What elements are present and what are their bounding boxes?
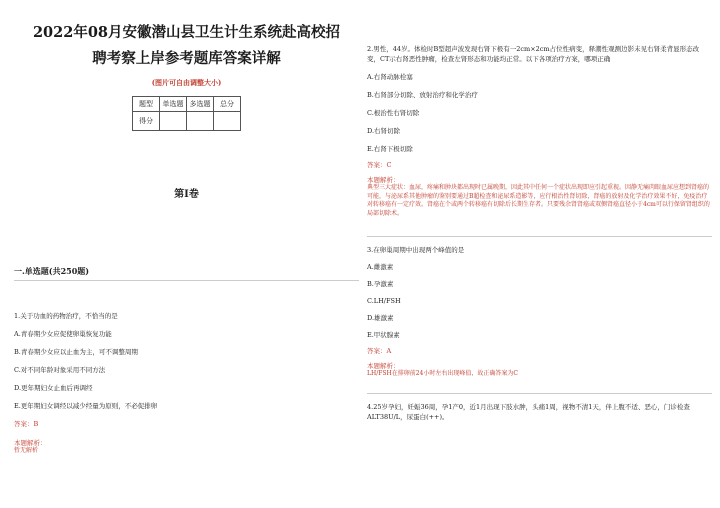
- explanation-text: LH/FSH在排卵前24小时左右出现峰值，故正确答案为C: [367, 370, 518, 377]
- option: C.对不同年龄对象采用不同方法: [14, 366, 106, 374]
- question-divider: [367, 236, 712, 237]
- explanation-text: 典型三大症状：血尿，疼痛和肿块都出现时已属晚期，因此其中任何一个症状出现即应引起重视。因静无痛肉眼血尿应想到肾癌的可能，与泌尿系其他肿瘤的鉴别要通过B超检查和泌尿系造影等，应行根治性肾切除，肾癌的放射及化学治疗效果不好，免疫治疗对转移癌有一定疗效。肾癌在个或两个转移癌有切除后长期生存者。只要残余肾肾癌或双侧肾癌直径小于4cm可以行保留肾组织的局部切除术。: [367, 184, 710, 217]
- section-title: 一.单选题(共250题): [14, 266, 90, 276]
- left-column: [14, 20, 359, 456]
- option: E.右肾下极切除: [367, 145, 413, 153]
- option: E.甲状腺素: [367, 331, 400, 339]
- answer: 答案：B: [14, 420, 39, 428]
- option: A.右肾动脉栓塞: [367, 73, 413, 81]
- option: E.更年期妇女调经以减少经量为原则，不必促排卵: [14, 402, 158, 410]
- option: A.雌激素: [367, 263, 394, 271]
- score-table-row: [133, 112, 241, 131]
- question-text: 3.在卵巢周期中出现两个峰值的是: [367, 246, 465, 254]
- title-line-2: 聘考察上岸参考题库答案详解: [92, 50, 281, 67]
- explanation-label: 本题解析：: [14, 439, 47, 447]
- score-cell: [214, 112, 241, 131]
- score-table: [132, 96, 241, 131]
- answer: 答案：C: [367, 161, 392, 169]
- option: C.LH/FSH: [367, 297, 401, 305]
- document-title: [14, 20, 359, 72]
- question-divider: [367, 393, 712, 394]
- score-row-label: 得分: [133, 112, 160, 131]
- question-4: [367, 402, 712, 422]
- explanation-label: 本题解析：: [367, 176, 400, 184]
- score-cell: [187, 112, 214, 131]
- title-line-1: 2022年08月安徽潜山县卫生计生系统赴高校招: [32, 24, 341, 41]
- option: C.根治性右肾切除: [367, 109, 420, 117]
- answer: 答案：A: [367, 347, 392, 355]
- question-2: [367, 44, 712, 218]
- option: B.右肾部分切除、放射治疗和化学治疗: [367, 91, 478, 99]
- option: A.青春期少女应促使卵巢恢复功能: [14, 330, 112, 338]
- section-divider: [14, 280, 359, 281]
- question-3: [367, 245, 712, 379]
- option: B.青春期少女应以止血为主，可不调整周期: [14, 348, 138, 356]
- score-header-cell: 总分: [214, 97, 241, 112]
- option: D.雄激素: [367, 314, 394, 322]
- explanation-text: 暂无解析: [14, 447, 39, 454]
- question-1: [14, 311, 359, 456]
- image-note: (图片可自由调整大小): [151, 78, 222, 87]
- question-text: 2.男性，44岁。体检时B型超声波发现右肾下极有一2cm×2cm占位性病变，释潮性观测边影未见右肾柔背显形态改变，CT示右肾恶性肿瘤，检查左肾形态和功能均正常。以下各项治疗方案，哪项正确: [367, 45, 700, 63]
- question-text: 4.25岁孕妇，妊娠36周，孕1产0，近1月出现下肢水肿，头痛1周，视物不清1天，伴上腹不适、恶心，门诊检查ALT38U/L，尿蛋白(++)。: [367, 402, 690, 421]
- option: D.更年期妇女止血后再调经: [14, 384, 93, 392]
- option: B.孕激素: [367, 280, 394, 288]
- score-table-header-row: [133, 97, 241, 112]
- score-header-cell: 多选题: [187, 97, 214, 112]
- score-header-cell: 题型: [133, 97, 160, 112]
- score-cell: [160, 112, 187, 131]
- explanation-label: 本题解析：: [367, 362, 400, 370]
- score-header-cell: 单选题: [160, 97, 187, 112]
- question-text: 1.关于功血的药物治疗，不恰当的是: [14, 312, 118, 320]
- volume-heading: 第I卷: [174, 189, 199, 200]
- right-column: [367, 44, 712, 422]
- option: D.右肾切除: [367, 127, 401, 135]
